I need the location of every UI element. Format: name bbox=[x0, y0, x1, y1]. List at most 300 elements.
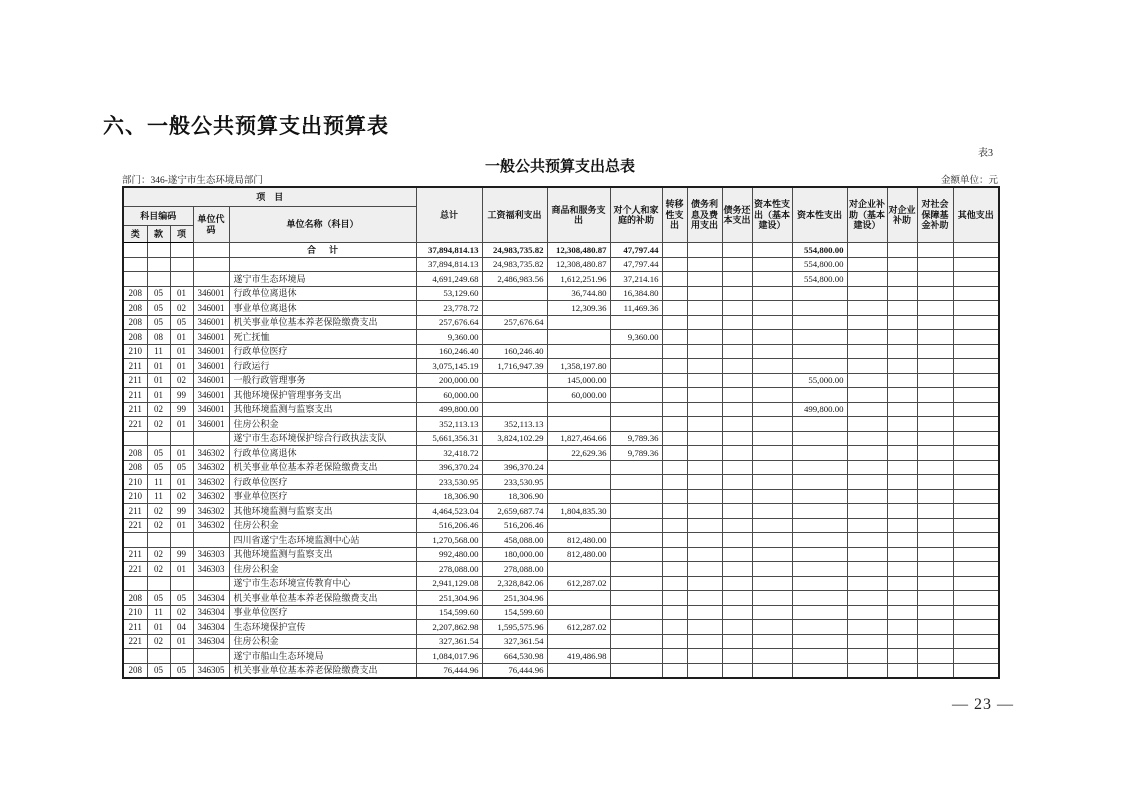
class-code-cell: 210 bbox=[123, 475, 147, 490]
table-row bbox=[123, 489, 999, 504]
unit-code-cell: 346001 bbox=[193, 402, 229, 417]
amount-cell bbox=[847, 576, 887, 591]
unit-name-cell: 死亡抚恤 bbox=[229, 330, 416, 345]
section-code-cell: 02 bbox=[147, 417, 170, 432]
section-code-cell: 11 bbox=[147, 475, 170, 490]
unit-code-cell: 346305 bbox=[193, 663, 229, 678]
amount-cell bbox=[917, 272, 953, 287]
header-other: 其他支出 bbox=[953, 187, 999, 243]
amount-cell bbox=[752, 344, 792, 359]
unit-name-cell: 其他环境监测与监察支出 bbox=[229, 547, 416, 562]
amount-cell bbox=[953, 359, 999, 374]
amount-cell bbox=[687, 330, 722, 345]
amount-cell bbox=[687, 431, 722, 446]
amount-cell bbox=[687, 286, 722, 301]
unit-name-cell: 行政单位医疗 bbox=[229, 344, 416, 359]
amount-cell bbox=[752, 330, 792, 345]
amount-cell bbox=[847, 330, 887, 345]
class-code-cell: 208 bbox=[123, 330, 147, 345]
amount-cell bbox=[662, 417, 687, 432]
table-row bbox=[123, 388, 999, 403]
amount-cell bbox=[847, 634, 887, 649]
section-code-cell bbox=[147, 576, 170, 591]
amount-cell bbox=[687, 460, 722, 475]
amount-cell: 60,000.00 bbox=[547, 388, 610, 403]
amount-cell bbox=[792, 649, 847, 664]
amount-cell: 18,306.90 bbox=[482, 489, 547, 504]
amount-cell bbox=[687, 576, 722, 591]
amount-cell bbox=[662, 431, 687, 446]
header-subject-code: 科目编码 bbox=[123, 207, 193, 226]
amount-cell bbox=[610, 547, 662, 562]
header-unit-code: 单位代码 bbox=[193, 207, 229, 243]
unit-name-cell: 事业单位医疗 bbox=[229, 489, 416, 504]
amount-cell bbox=[687, 533, 722, 548]
amount-cell bbox=[610, 591, 662, 606]
amount-cell bbox=[752, 547, 792, 562]
amount-cell bbox=[547, 315, 610, 330]
amount-cell bbox=[752, 388, 792, 403]
item-code-cell: 05 bbox=[170, 460, 193, 475]
item-code-cell bbox=[170, 257, 193, 272]
amount-cell bbox=[662, 634, 687, 649]
table-row bbox=[123, 330, 999, 345]
table-row bbox=[123, 402, 999, 417]
amount-cell bbox=[792, 359, 847, 374]
header-debt-interest: 债务利息及费用支出 bbox=[687, 187, 722, 243]
class-code-cell: 221 bbox=[123, 634, 147, 649]
amount-cell bbox=[917, 359, 953, 374]
section-code-cell: 01 bbox=[147, 373, 170, 388]
amount-cell bbox=[687, 243, 722, 258]
amount-cell bbox=[722, 373, 752, 388]
section-code-cell: 05 bbox=[147, 286, 170, 301]
unit-name-cell: 一般行政管理事务 bbox=[229, 373, 416, 388]
class-code-cell: 211 bbox=[123, 388, 147, 403]
amount-cell: 18,306.90 bbox=[416, 489, 482, 504]
amount-cell bbox=[687, 417, 722, 432]
unit-name-cell: 机关事业单位基本养老保险缴费支出 bbox=[229, 460, 416, 475]
amount-cell bbox=[792, 431, 847, 446]
amount-cell bbox=[847, 504, 887, 519]
amount-cell bbox=[610, 605, 662, 620]
amount-cell bbox=[953, 330, 999, 345]
amount-cell bbox=[887, 388, 917, 403]
amount-cell bbox=[887, 402, 917, 417]
table-row bbox=[123, 663, 999, 678]
amount-cell bbox=[752, 243, 792, 258]
table-meta-row bbox=[122, 172, 998, 186]
amount-cell bbox=[917, 286, 953, 301]
amount-cell bbox=[662, 286, 687, 301]
amount-cell bbox=[752, 446, 792, 461]
amount-cell bbox=[917, 576, 953, 591]
amount-cell bbox=[547, 634, 610, 649]
amount-cell bbox=[953, 417, 999, 432]
unit-code-cell: 346303 bbox=[193, 547, 229, 562]
section-code-cell: 11 bbox=[147, 605, 170, 620]
amount-cell bbox=[792, 460, 847, 475]
amount-cell bbox=[722, 591, 752, 606]
amount-cell bbox=[847, 620, 887, 635]
amount-cell: 37,894,814.13 bbox=[416, 243, 482, 258]
unit-name-cell: 遂宁市生态环境宣传教育中心 bbox=[229, 576, 416, 591]
amount-cell: 554,800.00 bbox=[792, 272, 847, 287]
amount-cell: 419,486.98 bbox=[547, 649, 610, 664]
table-row bbox=[123, 460, 999, 475]
amount-cell bbox=[752, 417, 792, 432]
item-code-cell: 01 bbox=[170, 330, 193, 345]
amount-cell bbox=[887, 547, 917, 562]
table-row bbox=[123, 634, 999, 649]
amount-cell bbox=[953, 286, 999, 301]
table-body bbox=[123, 243, 999, 679]
unit-code-cell: 346001 bbox=[193, 359, 229, 374]
amount-cell bbox=[687, 547, 722, 562]
amount-cell bbox=[610, 620, 662, 635]
section-code-cell: 05 bbox=[147, 301, 170, 316]
amount-cell bbox=[887, 431, 917, 446]
amount-cell bbox=[953, 489, 999, 504]
header-capital: 资本性支出 bbox=[792, 187, 847, 243]
amount-cell bbox=[752, 272, 792, 287]
amount-cell bbox=[722, 301, 752, 316]
amount-cell bbox=[662, 576, 687, 591]
amount-cell: 516,206.46 bbox=[482, 518, 547, 533]
amount-cell: 12,308,480.87 bbox=[547, 257, 610, 272]
amount-cell bbox=[752, 620, 792, 635]
amount-cell bbox=[610, 402, 662, 417]
table-row bbox=[123, 533, 999, 548]
amount-cell: 53,129.60 bbox=[416, 286, 482, 301]
amount-cell bbox=[662, 373, 687, 388]
amount-cell: 16,384.80 bbox=[610, 286, 662, 301]
amount-cell bbox=[722, 388, 752, 403]
amount-cell: 812,480.00 bbox=[547, 547, 610, 562]
amount-cell bbox=[722, 489, 752, 504]
amount-cell bbox=[610, 663, 662, 678]
amount-cell bbox=[792, 315, 847, 330]
amount-cell bbox=[917, 446, 953, 461]
section-code-cell: 08 bbox=[147, 330, 170, 345]
amount-cell bbox=[887, 417, 917, 432]
amount-cell: 458,088.00 bbox=[482, 533, 547, 548]
amount-cell bbox=[917, 634, 953, 649]
amount-cell bbox=[917, 243, 953, 258]
amount-cell bbox=[953, 518, 999, 533]
amount-cell bbox=[792, 663, 847, 678]
section-code-cell: 01 bbox=[147, 388, 170, 403]
table-row bbox=[123, 417, 999, 432]
amount-cell bbox=[887, 359, 917, 374]
amount-cell bbox=[752, 315, 792, 330]
item-code-cell: 02 bbox=[170, 489, 193, 504]
amount-cell bbox=[722, 330, 752, 345]
amount-cell bbox=[847, 243, 887, 258]
amount-cell bbox=[662, 547, 687, 562]
amount-cell: 1,595,575.96 bbox=[482, 620, 547, 635]
amount-cell bbox=[482, 402, 547, 417]
amount-cell bbox=[917, 301, 953, 316]
amount-cell bbox=[610, 417, 662, 432]
amount-cell bbox=[610, 504, 662, 519]
table-row bbox=[123, 576, 999, 591]
amount-cell bbox=[722, 359, 752, 374]
amount-cell bbox=[887, 446, 917, 461]
unit-name-cell: 合 计 bbox=[229, 243, 416, 258]
amount-cell: 160,246.40 bbox=[482, 344, 547, 359]
amount-cell bbox=[482, 286, 547, 301]
section-code-cell bbox=[147, 533, 170, 548]
amount-cell: 32,418.72 bbox=[416, 446, 482, 461]
header-class: 类 bbox=[123, 226, 147, 243]
amount-cell bbox=[722, 634, 752, 649]
header-unit-name: 单位名称（科目） bbox=[229, 207, 416, 243]
amount-cell bbox=[722, 286, 752, 301]
item-code-cell: 01 bbox=[170, 518, 193, 533]
amount-cell bbox=[792, 388, 847, 403]
amount-cell bbox=[887, 663, 917, 678]
amount-cell bbox=[687, 518, 722, 533]
table-row bbox=[123, 475, 999, 490]
amount-cell bbox=[792, 330, 847, 345]
amount-cell bbox=[610, 388, 662, 403]
item-code-cell: 99 bbox=[170, 504, 193, 519]
amount-cell: 12,308,480.87 bbox=[547, 243, 610, 258]
item-code-cell: 01 bbox=[170, 475, 193, 490]
section-code-cell: 05 bbox=[147, 663, 170, 678]
item-code-cell bbox=[170, 431, 193, 446]
amount-cell: 499,800.00 bbox=[416, 402, 482, 417]
unit-code-cell: 346302 bbox=[193, 460, 229, 475]
header-debt-principal: 债务还本支出 bbox=[722, 187, 752, 243]
item-code-cell: 99 bbox=[170, 547, 193, 562]
header-item: 项 bbox=[170, 226, 193, 243]
amount-cell bbox=[687, 257, 722, 272]
amount-cell bbox=[610, 649, 662, 664]
amount-cell bbox=[610, 373, 662, 388]
amount-cell bbox=[752, 301, 792, 316]
department-label: 部门：346-遂宁市生态环境局部门 bbox=[122, 176, 263, 186]
amount-cell bbox=[917, 460, 953, 475]
item-code-cell: 02 bbox=[170, 301, 193, 316]
unit-name-cell: 住房公积金 bbox=[229, 518, 416, 533]
amount-cell bbox=[953, 605, 999, 620]
unit-code-cell: 346303 bbox=[193, 562, 229, 577]
amount-cell bbox=[917, 504, 953, 519]
amount-cell: 251,304.96 bbox=[416, 591, 482, 606]
unit-name-cell: 生态环境保护宣传 bbox=[229, 620, 416, 635]
amount-cell: 251,304.96 bbox=[482, 591, 547, 606]
amount-cell bbox=[887, 605, 917, 620]
amount-cell bbox=[887, 649, 917, 664]
amount-cell bbox=[917, 605, 953, 620]
amount-cell bbox=[687, 504, 722, 519]
section-code-cell: 05 bbox=[147, 460, 170, 475]
amount-cell bbox=[610, 489, 662, 504]
class-code-cell bbox=[123, 533, 147, 548]
amount-cell: 36,744.80 bbox=[547, 286, 610, 301]
amount-cell bbox=[722, 518, 752, 533]
amount-cell bbox=[610, 475, 662, 490]
amount-cell bbox=[687, 315, 722, 330]
amount-cell bbox=[847, 417, 887, 432]
amount-cell bbox=[752, 591, 792, 606]
class-code-cell bbox=[123, 431, 147, 446]
amount-cell bbox=[953, 460, 999, 475]
amount-cell bbox=[917, 402, 953, 417]
amount-cell bbox=[953, 344, 999, 359]
amount-cell bbox=[847, 402, 887, 417]
table-row bbox=[123, 605, 999, 620]
amount-cell bbox=[847, 373, 887, 388]
amount-cell: 9,360.00 bbox=[610, 330, 662, 345]
amount-cell bbox=[662, 533, 687, 548]
section-code-cell: 05 bbox=[147, 446, 170, 461]
amount-cell bbox=[752, 286, 792, 301]
table-header bbox=[123, 187, 999, 243]
page-title: 六、一般公共预算支出预算表 bbox=[103, 115, 389, 138]
amount-cell bbox=[610, 576, 662, 591]
amount-cell bbox=[662, 475, 687, 490]
amount-cell bbox=[887, 286, 917, 301]
amount-cell bbox=[847, 286, 887, 301]
amount-cell bbox=[953, 649, 999, 664]
amount-cell bbox=[792, 286, 847, 301]
unit-code-cell: 346302 bbox=[193, 504, 229, 519]
amount-cell bbox=[662, 489, 687, 504]
item-code-cell: 05 bbox=[170, 591, 193, 606]
amount-cell bbox=[887, 330, 917, 345]
amount-cell: 180,000.00 bbox=[482, 547, 547, 562]
amount-cell bbox=[610, 634, 662, 649]
amount-cell bbox=[847, 359, 887, 374]
amount-cell bbox=[687, 475, 722, 490]
unit-code-cell: 346304 bbox=[193, 634, 229, 649]
section-code-cell: 11 bbox=[147, 489, 170, 504]
unit-code-cell: 346001 bbox=[193, 388, 229, 403]
amount-cell bbox=[953, 576, 999, 591]
amount-cell: 352,113.13 bbox=[482, 417, 547, 432]
amount-cell: 9,360.00 bbox=[416, 330, 482, 345]
amount-cell: 554,800.00 bbox=[792, 257, 847, 272]
amount-cell bbox=[722, 344, 752, 359]
unit-code-cell: 346304 bbox=[193, 591, 229, 606]
amount-cell bbox=[953, 562, 999, 577]
section-code-cell: 02 bbox=[147, 547, 170, 562]
class-code-cell: 208 bbox=[123, 315, 147, 330]
amount-cell bbox=[722, 605, 752, 620]
amount-cell: 55,000.00 bbox=[792, 373, 847, 388]
amount-cell bbox=[887, 591, 917, 606]
amount-cell bbox=[752, 562, 792, 577]
amount-cell: 9,789.36 bbox=[610, 446, 662, 461]
amount-cell: 76,444.96 bbox=[482, 663, 547, 678]
amount-cell bbox=[722, 504, 752, 519]
amount-cell bbox=[610, 344, 662, 359]
amount-cell bbox=[887, 518, 917, 533]
section-code-cell: 02 bbox=[147, 634, 170, 649]
class-code-cell: 208 bbox=[123, 446, 147, 461]
amount-cell bbox=[662, 504, 687, 519]
amount-cell bbox=[917, 373, 953, 388]
amount-cell bbox=[792, 562, 847, 577]
unit-code-cell: 346001 bbox=[193, 344, 229, 359]
unit-name-cell: 机关事业单位基本养老保险缴费支出 bbox=[229, 663, 416, 678]
class-code-cell bbox=[123, 576, 147, 591]
amount-cell bbox=[887, 344, 917, 359]
amount-cell bbox=[953, 402, 999, 417]
amount-cell bbox=[752, 634, 792, 649]
table-row bbox=[123, 301, 999, 316]
unit-name-cell: 住房公积金 bbox=[229, 417, 416, 432]
amount-cell bbox=[482, 446, 547, 461]
amount-cell bbox=[887, 301, 917, 316]
unit-name-cell: 行政运行 bbox=[229, 359, 416, 374]
amount-cell bbox=[792, 504, 847, 519]
class-code-cell: 208 bbox=[123, 591, 147, 606]
unit-code-cell bbox=[193, 649, 229, 664]
amount-cell: 257,676.64 bbox=[416, 315, 482, 330]
amount-cell: 23,778.72 bbox=[416, 301, 482, 316]
amount-cell bbox=[792, 489, 847, 504]
amount-cell bbox=[887, 243, 917, 258]
amount-cell bbox=[482, 301, 547, 316]
table-row bbox=[123, 504, 999, 519]
amount-cell bbox=[887, 489, 917, 504]
amount-cell bbox=[917, 388, 953, 403]
amount-cell bbox=[752, 489, 792, 504]
amount-cell bbox=[847, 533, 887, 548]
amount-cell bbox=[887, 634, 917, 649]
section-code-cell: 02 bbox=[147, 504, 170, 519]
amount-cell bbox=[547, 330, 610, 345]
header-total: 总计 bbox=[416, 187, 482, 243]
amount-cell bbox=[917, 547, 953, 562]
amount-cell: 1,084,017.96 bbox=[416, 649, 482, 664]
header-wages: 工资福利支出 bbox=[482, 187, 547, 243]
class-code-cell: 221 bbox=[123, 518, 147, 533]
amount-cell bbox=[792, 591, 847, 606]
amount-cell bbox=[953, 591, 999, 606]
item-code-cell: 01 bbox=[170, 562, 193, 577]
unit-code-cell: 346001 bbox=[193, 417, 229, 432]
amount-cell bbox=[847, 663, 887, 678]
item-code-cell: 02 bbox=[170, 605, 193, 620]
amount-cell bbox=[687, 373, 722, 388]
amount-cell: 812,480.00 bbox=[547, 533, 610, 548]
amount-cell bbox=[687, 388, 722, 403]
amount-cell bbox=[547, 417, 610, 432]
unit-name-cell: 四川省遂宁生态环境监测中心站 bbox=[229, 533, 416, 548]
unit-name-cell: 住房公积金 bbox=[229, 562, 416, 577]
unit-code-cell bbox=[193, 243, 229, 258]
budget-table bbox=[122, 186, 1000, 679]
amount-cell: 554,800.00 bbox=[792, 243, 847, 258]
unit-name-cell: 遂宁市生态环境局 bbox=[229, 272, 416, 287]
amount-cell bbox=[953, 301, 999, 316]
section-code-cell: 01 bbox=[147, 620, 170, 635]
section-code-cell: 02 bbox=[147, 518, 170, 533]
amount-cell: 278,088.00 bbox=[416, 562, 482, 577]
item-code-cell: 01 bbox=[170, 344, 193, 359]
table-row bbox=[123, 547, 999, 562]
amount-cell bbox=[847, 605, 887, 620]
unit-code-cell: 346302 bbox=[193, 518, 229, 533]
amount-cell: 664,530.98 bbox=[482, 649, 547, 664]
unit-name-cell: 行政单位医疗 bbox=[229, 475, 416, 490]
amount-cell bbox=[752, 649, 792, 664]
